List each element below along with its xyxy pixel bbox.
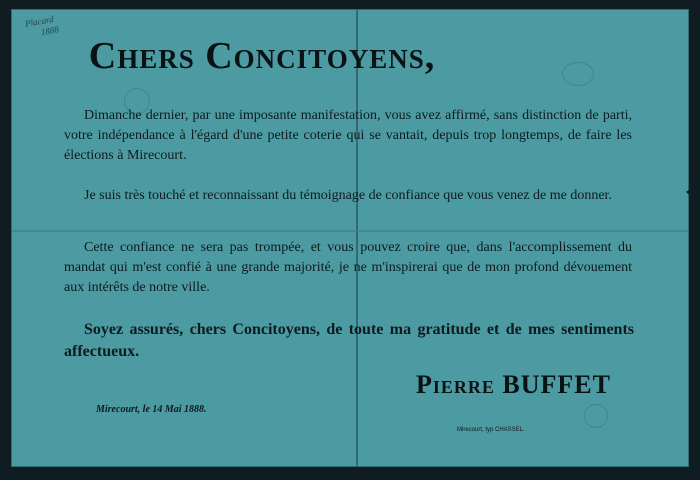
paragraph-3: Cette confiance ne sera pas trompée, et vous pouvez croire que, dans l'accomplissement du mandat qui m'est confié à une grande majorité, je ne m'inspirerai que de mon profond dévouement aux intérêts de notre ville. — [64, 240, 632, 295]
poster-title: Chers Concitoyens, — [88, 35, 436, 77]
archive-stamp-mark — [584, 404, 608, 428]
archive-stamp-mark — [562, 62, 594, 86]
poster-sheet — [11, 9, 689, 467]
place-date: Mirecourt, le 14 Mai 1888. — [96, 404, 207, 415]
archive-note-line: Placard — [24, 13, 55, 29]
closing-paragraph: Soyez assurés, chers Concitoyens, de toute ma gratitude et de mes sentiments affectueux. — [64, 321, 634, 360]
printer-credit: Mirecourt, typ CHASSEL. — [457, 427, 525, 433]
paragraph-1: Dimanche dernier, par une imposante manifestation, vous avez affirmé, sans distinction de parti, votre indépendance à l'égard d'une petite coterie qui se vantait, depuis trop longtemps, de faire les élections à Mirecourt. — [64, 108, 632, 163]
paragraph-2: Je suis très touché et reconnaissant du témoignage de confiance que vous venez de me donner. — [84, 188, 612, 203]
signature: Pierre BUFFET — [416, 370, 611, 399]
horizontal-fold-line — [12, 230, 688, 232]
archive-note-line: 1888 — [40, 24, 60, 38]
